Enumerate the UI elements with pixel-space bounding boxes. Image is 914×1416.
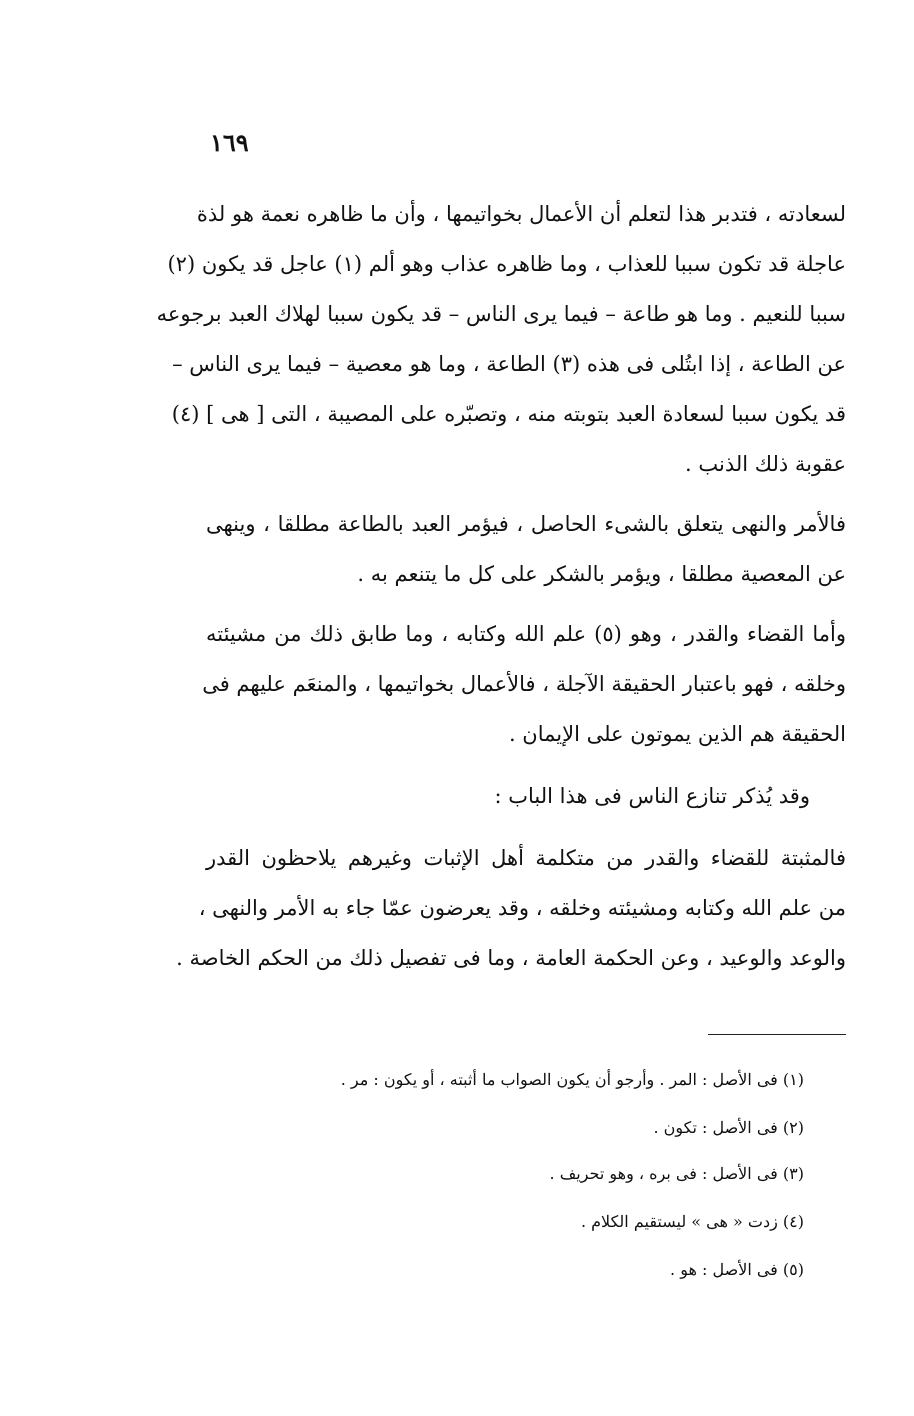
text-line: عن المعصية مطلقا ، ويؤمر بالشكر على كل ما يتنعم به . <box>357 562 846 586</box>
text-line: من علم الله وكتابه ومشيئته وخلقه ، وقد يعرضون عمّا جاء به الأمر والنهى ، <box>198 896 846 920</box>
footnote-3: (٣) فى الأصل : فى بره ، وهو تحريف . <box>549 1164 804 1183</box>
footnote-1: (١) فى الأصل : المر . وأرجو أن يكون الصواب ما أثبته ، أو يكون : مر . <box>340 1070 804 1089</box>
text-line: سببا للنعيم . وما هو طاعة – فيما يرى الناس – قد يكون سببا لهلاك العبد برجوعه <box>156 302 846 326</box>
footnote-2: (٢) فى الأصل : تكون . <box>653 1118 804 1137</box>
page-number: ١٦٩ <box>210 128 249 157</box>
text-line: فالأمر والنهى يتعلق بالشىء الحاصل ، فيؤمر العبد بالطاعة مطلقا ، وينهى <box>206 512 846 536</box>
text-line: والوعد والوعيد ، وعن الحكمة العامة ، وما فى تفصيل ذلك من الحكم الخاصة . <box>176 946 846 970</box>
text-line: قد يكون سببا لسعادة العبد بتوبته منه ، وتصبّره على المصيبة ، التى [ هى ] (٤) <box>171 402 846 426</box>
footnote-4: (٤) زدت « هى » ليستقيم الكلام . <box>580 1212 804 1231</box>
text-line: عاجلة قد تكون سببا للعذاب ، وما ظاهره عذاب وهو ألم (١) عاجل قد يكون (٢) <box>167 252 846 276</box>
text-line: الحقيقة هم الذين يموتون على الإيمان . <box>508 722 846 746</box>
text-line: وخلقه ، فهو باعتبار الحقيقة الآجلة ، فالأعمال بخواتيمها ، والمنعَم عليهم فى <box>202 672 846 696</box>
text-line: عقوبة ذلك الذنب . <box>685 452 846 476</box>
footnote-divider <box>708 1034 846 1035</box>
text-line: عن الطاعة ، إذا ابتُلى فى هذه (٣) الطاعة ، وما هو معصية – فيما يرى الناس – <box>172 352 846 376</box>
text-line: فالمثبتة للقضاء والقدر من متكلمة أهل الإثبات وغيرهم يلاحظون القدر <box>206 846 846 870</box>
text-line: وقد يُذكر تنازع الناس فى هذا الباب : <box>494 784 810 808</box>
text-line: لسعادته ، فتدبر هذا لتعلم أن الأعمال بخواتيمها ، وأن ما ظاهره نعمة هو لذة <box>196 202 846 226</box>
footnote-5: (٥) فى الأصل : هو . <box>670 1260 804 1279</box>
text-line: وأما القضاء والقدر ، وهو (٥) علم الله وكتابه ، وما طابق ذلك من مشيئته <box>206 622 846 646</box>
